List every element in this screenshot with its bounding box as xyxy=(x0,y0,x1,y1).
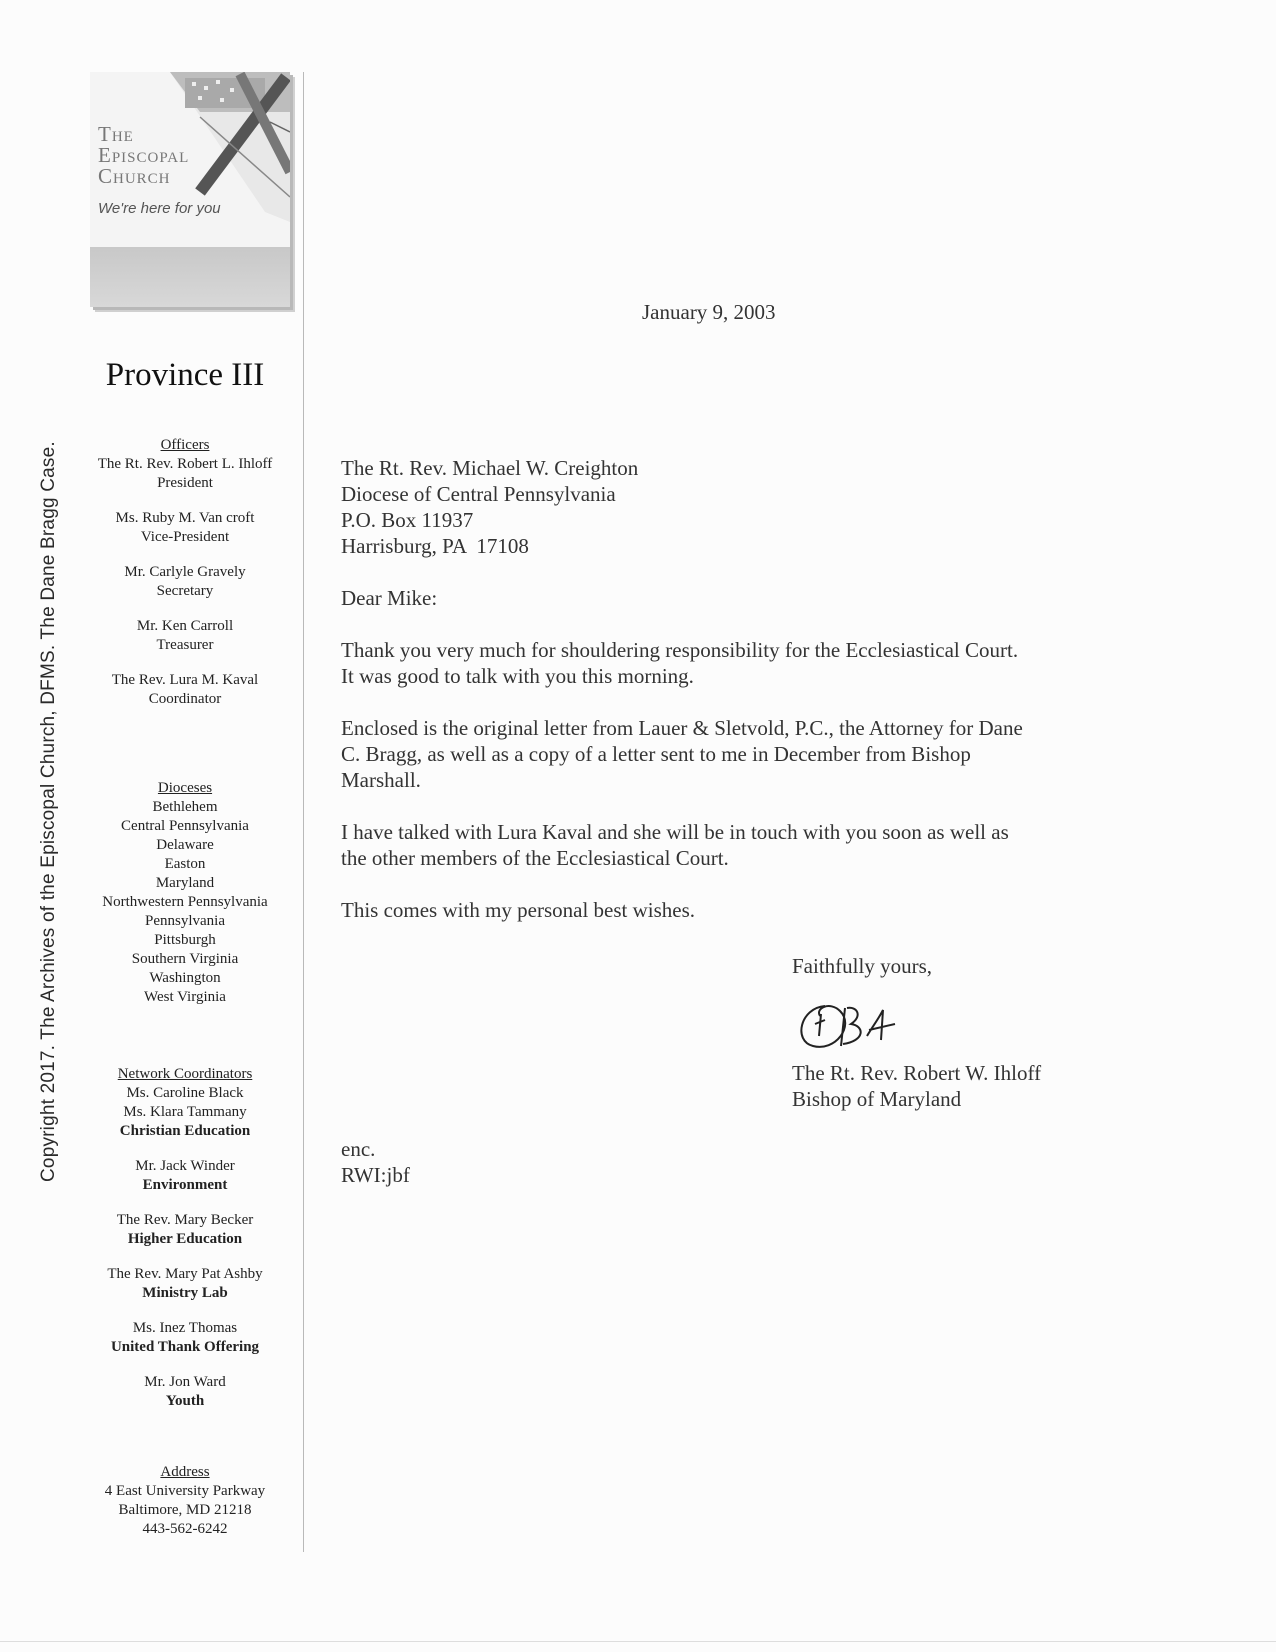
recipient-block xyxy=(341,455,1101,559)
officer-name: Ms. Ruby M. Van croft xyxy=(115,510,255,526)
officer-role: Coordinator xyxy=(148,691,222,707)
signer-title: Bishop of Maryland xyxy=(792,1087,962,1111)
network-section xyxy=(80,1065,290,1427)
logo-tagline: We're here for you xyxy=(98,200,221,217)
diocese-item: West Virginia xyxy=(144,989,226,1005)
coordinator-name: Ms. Inez Thomas xyxy=(132,1320,238,1336)
signer-name: The Rt. Rev. Robert W. Ihloff xyxy=(792,1061,1042,1085)
officer-name: Mr. Ken Carroll xyxy=(136,618,234,634)
network-area: Environment xyxy=(142,1177,228,1193)
letter-paragraph: Thank you very much for shouldering responsibility for the Ecclesiastical Court. It was good to talk with you this morning. xyxy=(341,638,1019,688)
officer-entry xyxy=(80,509,290,547)
network-heading: Network Coordinators xyxy=(117,1066,253,1082)
officer-role: Vice-President xyxy=(140,529,230,545)
address-line: Baltimore, MD 21218 xyxy=(118,1502,252,1518)
logo-text-episcopal: Episcopal xyxy=(98,143,190,167)
address-section xyxy=(80,1463,290,1539)
episcopal-church-logo xyxy=(90,72,290,307)
diocese-item: Pittsburgh xyxy=(154,932,216,948)
officer-entry xyxy=(80,563,290,601)
officer-entry xyxy=(80,455,290,493)
network-area: Higher Education xyxy=(127,1231,243,1247)
officer-name: The Rev. Lura M. Kaval xyxy=(111,672,259,688)
recipient-line: Harrisburg, PA 17108 xyxy=(341,534,529,558)
network-area: Youth xyxy=(165,1393,205,1409)
network-group xyxy=(80,1211,290,1249)
diocese-item: Bethlehem xyxy=(152,799,218,815)
officers-section xyxy=(80,436,290,725)
coordinator-name: The Rev. Mary Pat Ashby xyxy=(107,1266,263,1282)
officer-name: The Rt. Rev. Robert L. Ihloff xyxy=(97,456,273,472)
officer-entry xyxy=(80,617,290,655)
diocese-item: Maryland xyxy=(155,875,215,891)
diocese-item: Central Pennsylvania xyxy=(121,818,249,834)
logo-text-church: Church xyxy=(98,164,171,188)
address-heading: Address xyxy=(160,1464,210,1480)
coordinator-name: Ms. Klara Tammany xyxy=(123,1104,247,1120)
enclosure-block xyxy=(341,1136,410,1188)
coordinator-name: The Rev. Mary Becker xyxy=(116,1212,254,1228)
handwritten-signature xyxy=(795,996,915,1056)
letter-paragraph: This comes with my personal best wishes. xyxy=(341,898,696,922)
diocese-item: Southern Virginia xyxy=(131,951,239,967)
typist-initials: RWI:jbf xyxy=(341,1163,410,1187)
network-group xyxy=(80,1319,290,1357)
officer-role: Secretary xyxy=(156,583,214,599)
coordinator-name: Mr. Jack Winder xyxy=(135,1158,235,1174)
copyright-notice: Copyright 2017. The Archives of the Episcopal Church, DFMS. The Dane Bragg Case. xyxy=(38,441,59,1182)
network-group xyxy=(80,1265,290,1303)
diocese-item: Easton xyxy=(164,856,206,872)
logo-gray-band xyxy=(90,247,290,307)
dioceses-section xyxy=(80,779,290,1007)
recipient-line: The Rt. Rev. Michael W. Creighton xyxy=(341,456,639,480)
signer-block xyxy=(792,1060,1041,1112)
coordinator-name: Mr. Jon Ward xyxy=(144,1374,226,1390)
recipient-line: P.O. Box 11937 xyxy=(341,508,474,532)
officer-entry xyxy=(80,671,290,709)
closing: Faithfully yours, xyxy=(792,954,932,978)
letter-body xyxy=(341,455,1101,949)
diocese-item: Delaware xyxy=(156,837,214,853)
network-group xyxy=(80,1373,290,1411)
coordinator-name: Ms. Caroline Black xyxy=(126,1085,244,1101)
diocese-item: Pennsylvania xyxy=(145,913,225,929)
network-group xyxy=(80,1157,290,1195)
network-area: Ministry Lab xyxy=(142,1285,228,1301)
officers-heading: Officers xyxy=(160,437,210,453)
network-group xyxy=(80,1084,290,1141)
letter-date: January 9, 2003 xyxy=(642,300,776,324)
recipient-line: Diocese of Central Pennsylvania xyxy=(341,482,616,506)
officer-role: Treasurer xyxy=(156,637,214,653)
letter-paragraph: I have talked with Lura Kaval and she will be in touch with you soon as well as the other members of the Ecclesiastical Court. xyxy=(341,820,1009,870)
salutation: Dear Mike: xyxy=(341,586,438,610)
logo-text-the: The xyxy=(98,122,134,146)
officer-name: Mr. Carlyle Gravely xyxy=(124,564,246,580)
address-line: 443-562-6242 xyxy=(142,1521,228,1537)
letter-paragraph: Enclosed is the original letter from Lauer & Sletvold, P.C., the Attorney for Dane C. Bragg, as well as a copy of a letter sent to me in December from Bishop Marshall. xyxy=(341,716,1023,792)
dioceses-heading: Dioceses xyxy=(157,780,213,796)
network-area: United Thank Offering xyxy=(110,1339,260,1355)
enclosure-note: enc. xyxy=(341,1137,376,1161)
diocese-item: Washington xyxy=(149,970,221,986)
diocese-item: Northwestern Pennsylvania xyxy=(102,894,268,910)
network-area: Christian Education xyxy=(119,1123,251,1139)
page-edge xyxy=(0,1641,1276,1642)
province-heading: Province III xyxy=(105,357,265,393)
address-line: 4 East University Parkway xyxy=(104,1483,266,1499)
officer-role: President xyxy=(157,475,213,491)
sidebar-divider xyxy=(303,72,304,1552)
